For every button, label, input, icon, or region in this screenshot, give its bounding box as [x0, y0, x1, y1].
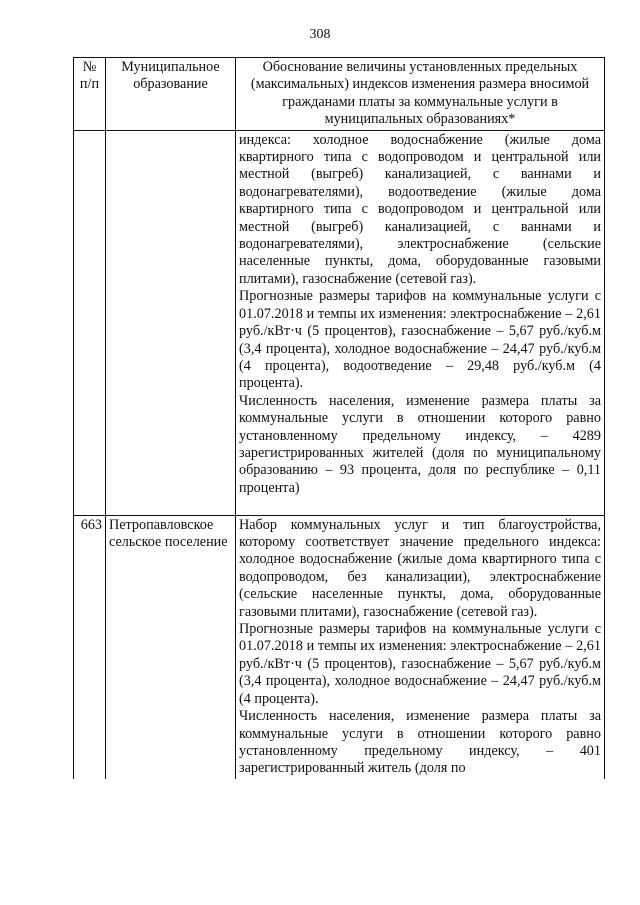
- page-number: 308: [309, 27, 331, 42]
- row-municipality: Петропавловское сельское поселение: [106, 515, 236, 779]
- justification-paragraph: Набор коммунальных услуг и тип благоустройства, которому соответствует значение предельного индекса: холодное водоснабжение (жилые дома квартирного типа с водопроводом, без канализации), электроснабжение (сельские населенные пункты, дома, оборудованные газовыми плитами), газоснабжение (сетевой газ).: [239, 516, 601, 620]
- row-number: 663: [74, 515, 106, 779]
- table-row-continuation: [74, 130, 605, 515]
- header-municipality: Муниципальное образование: [106, 58, 236, 131]
- table-row-663: [74, 515, 605, 779]
- header-justification: Обоснование величины установленных предельных (максимальных) индексов изменения размера вносимой гражданами платы за коммунальные услуги в муниципальных образованиях*: [236, 58, 605, 131]
- row-justification: [236, 515, 605, 779]
- justification-paragraph: Численность населения, изменение размера платы за коммунальные услуги в отношении которого равно установленному предельному индексу, – 4289 зарегистрированных жителей (доля по муниципальному образованию – 93 процента, доля по республике – 0,11 процента): [239, 392, 601, 496]
- justification-paragraph: индекса: холодное водоснабжение (жилые дома квартирного типа с водопроводом и центральной или местной (выгреб) канализацией, с ваннами и водонагревателями), водоотведение (жилые дома квартирного типа с водопроводом и центральной или местной (выгреб) канализацией, с ваннами и водонагревателями), электроснабжение (сельские населенные пункты, дома, оборудованные газовыми плитами), газоснабжение (сетевой газ).: [239, 131, 601, 287]
- justification-paragraph: Прогнозные размеры тарифов на коммунальные услуги с 01.07.2018 и темпы их изменения: электроснабжение – 2,61 руб./кВт·ч (5 процентов), газоснабжение – 5,67 руб./куб.м (3,4 процента), холодное водоснабжение – 24,47 руб./куб.м (4 процента), водоотведение – 29,48 руб./куб.м (4 процента).: [239, 288, 601, 392]
- tariff-index-table: [73, 57, 605, 779]
- header-number: № п/п: [74, 58, 106, 131]
- table-header-row: [74, 58, 605, 131]
- justification-paragraph: Прогнозные размеры тарифов на коммунальные услуги с 01.07.2018 и темпы их изменения: электроснабжение – 2,61 руб./кВт·ч (5 процентов), газоснабжение – 5,67 руб./куб.м (3,4 процента), холодное водоснабжение – 24,47 руб./куб.м (4 процента).: [239, 621, 601, 707]
- row-justification: [236, 130, 605, 515]
- justification-paragraph: Численность населения, изменение размера платы за коммунальные услуги в отношении которого равно установленному предельному индексу, – 401 зарегистрированный житель (доля по: [239, 708, 601, 777]
- row-municipality: [106, 130, 236, 515]
- row-number: [74, 130, 106, 515]
